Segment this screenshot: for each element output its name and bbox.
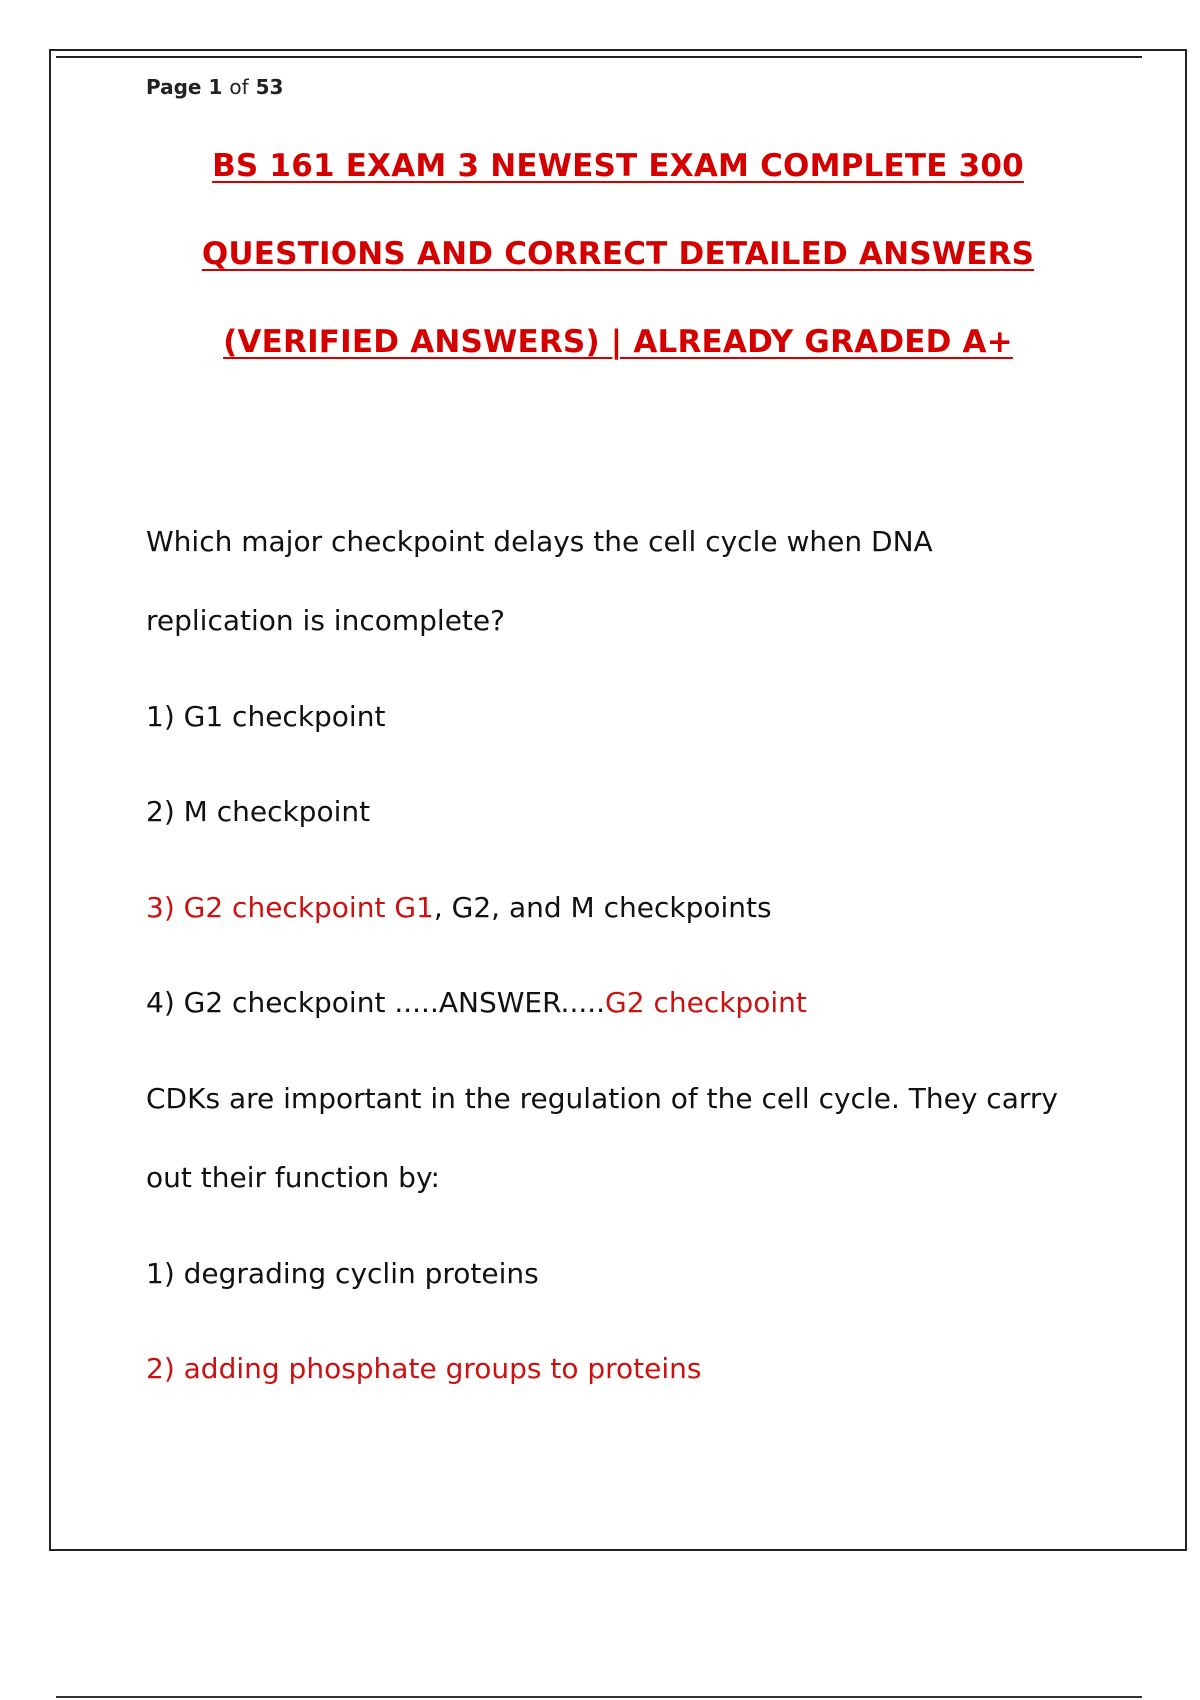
question-1-option-1: 1) G1 checkpoint	[146, 700, 386, 733]
question-1-line-1: Which major checkpoint delays the cell cycle when DNA	[146, 525, 933, 558]
option-4-answer: G2 checkpoint	[605, 986, 807, 1019]
title-line-3: (VERIFIED ANSWERS) | ALREADY GRADED A+	[223, 324, 1013, 360]
question-2-option-2-answer: 2) adding phosphate groups to proteins	[146, 1352, 702, 1385]
question-2-line-2: out their function by:	[146, 1161, 440, 1194]
question-2-option-1: 1) degrading cyclin proteins	[146, 1257, 539, 1290]
page-of: of	[229, 75, 249, 99]
question-1-option-3	[146, 891, 772, 924]
page-indicator	[146, 75, 283, 99]
page-label: Page	[146, 75, 202, 99]
top-rule	[56, 56, 1142, 58]
title-line-2: QUESTIONS AND CORRECT DETAILED ANSWERS	[201, 236, 1035, 272]
question-1-option-2: 2) M checkpoint	[146, 795, 371, 828]
title-line-1: BS 161 EXAM 3 NEWEST EXAM COMPLETE 300	[212, 148, 1024, 184]
question-1-option-4	[146, 986, 807, 1019]
page-total: 53	[255, 75, 284, 99]
option-3-black-part: , G2, and M checkpoints	[433, 891, 772, 924]
option-4-black-part: 4) G2 checkpoint .....ANSWER.....	[146, 986, 606, 1019]
question-1-line-2: replication is incomplete?	[146, 604, 505, 637]
bottom-rule	[56, 1696, 1142, 1698]
option-3-red-part: 3) G2 checkpoint G1	[146, 891, 434, 924]
question-2-line-1: CDKs are important in the regulation of the cell cycle. They carry	[146, 1082, 1058, 1115]
page-current: 1	[208, 75, 223, 99]
